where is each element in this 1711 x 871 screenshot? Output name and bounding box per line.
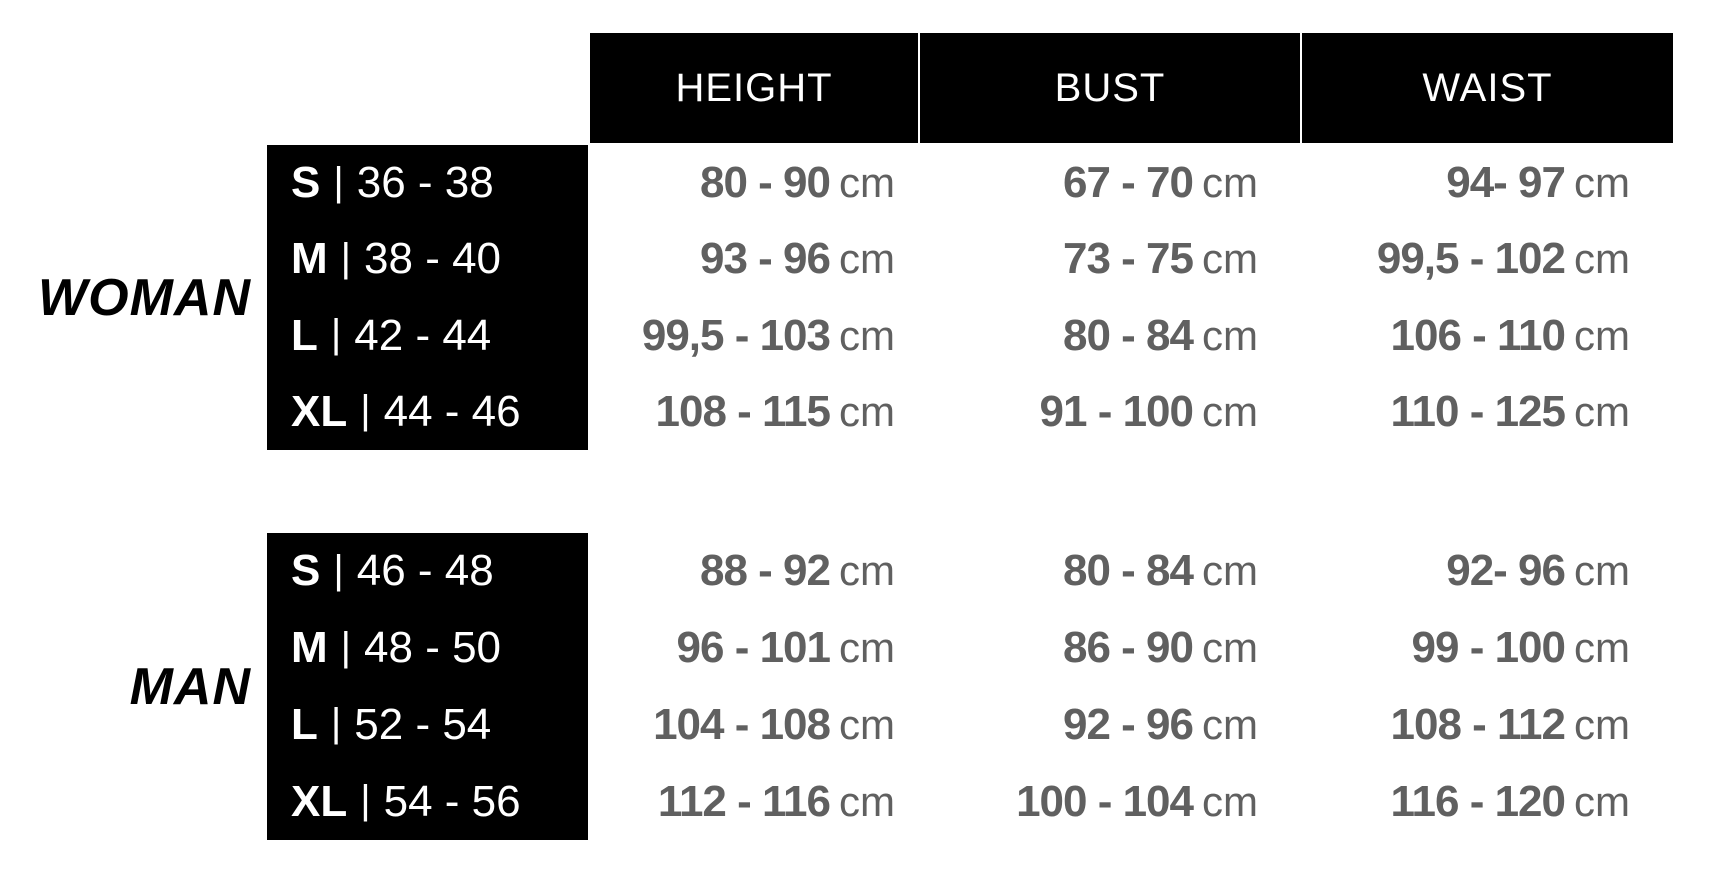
column-header-label: WAIST — [1422, 65, 1553, 110]
table-header — [590, 33, 1673, 143]
section-label-woman: WOMAN — [38, 268, 251, 327]
value-number: 96 - 101 — [676, 623, 830, 673]
value-number: 108 - 112 — [1390, 699, 1565, 749]
value-unit: cm — [839, 700, 895, 748]
size-letter: M — [291, 234, 328, 284]
value-number: 99 - 100 — [1411, 623, 1565, 673]
bust-value — [920, 387, 1300, 437]
value-number: 93 - 96 — [700, 234, 830, 284]
waist-value — [1302, 234, 1673, 284]
size-row — [267, 298, 588, 374]
value-number: 80 - 84 — [1063, 546, 1193, 596]
size-range: 48 - 50 — [364, 623, 502, 673]
bust-value — [920, 700, 1300, 750]
value-number: 112 - 116 — [657, 776, 830, 826]
value-number: 104 - 108 — [653, 699, 830, 749]
height-value — [590, 546, 918, 596]
value-number: 80 - 90 — [700, 158, 830, 208]
size-row — [267, 374, 588, 450]
value-number: 73 - 75 — [1063, 234, 1193, 284]
size-letter: L — [291, 310, 318, 360]
size-row — [267, 687, 588, 764]
value-unit: cm — [1574, 624, 1630, 672]
bust-value — [920, 158, 1300, 208]
value-number: 99,5 - 103 — [641, 310, 830, 360]
bust-value — [920, 234, 1300, 284]
size-separator: | — [360, 388, 371, 433]
waist-value — [1302, 158, 1673, 208]
column-header-label: BUST — [1054, 65, 1166, 110]
size-letter: S — [291, 158, 321, 208]
value-unit: cm — [1574, 159, 1630, 207]
size-range: 52 - 54 — [354, 699, 492, 749]
values-grid-woman — [590, 145, 1673, 450]
value-unit: cm — [1574, 311, 1630, 359]
waist-value — [1302, 777, 1673, 827]
column-header-waist — [1302, 33, 1673, 143]
value-unit: cm — [1574, 387, 1630, 435]
size-separator: | — [360, 778, 371, 823]
size-letter: XL — [291, 386, 348, 436]
value-unit: cm — [839, 311, 895, 359]
size-range: 42 - 44 — [354, 310, 492, 360]
height-value — [590, 623, 918, 673]
size-separator: | — [330, 701, 342, 746]
size-row — [267, 221, 588, 297]
size-range: 54 - 56 — [383, 776, 521, 826]
value-number: 91 - 100 — [1039, 386, 1193, 436]
waist-value — [1302, 546, 1673, 596]
size-row — [267, 610, 588, 687]
value-number: 94- 97 — [1446, 158, 1565, 208]
bust-value — [920, 777, 1300, 827]
section-woman — [0, 145, 1673, 450]
value-unit: cm — [1202, 387, 1258, 435]
value-unit: cm — [1202, 235, 1258, 283]
value-number: 100 - 104 — [1016, 776, 1193, 826]
waist-value — [1302, 311, 1673, 361]
size-range: 44 - 46 — [383, 386, 521, 436]
size-letter: L — [291, 699, 318, 749]
size-letter: XL — [291, 776, 348, 826]
value-unit: cm — [839, 387, 895, 435]
size-letter: S — [291, 546, 321, 596]
height-value — [590, 158, 918, 208]
size-separator: | — [333, 547, 344, 592]
value-unit: cm — [839, 235, 895, 283]
value-number: 86 - 90 — [1063, 623, 1193, 673]
value-number: 80 - 84 — [1063, 310, 1193, 360]
column-header-height — [590, 33, 918, 143]
size-box-man — [267, 533, 588, 840]
height-value — [590, 234, 918, 284]
height-value — [590, 387, 918, 437]
section-man — [0, 533, 1673, 840]
waist-value — [1302, 623, 1673, 673]
bust-value — [920, 623, 1300, 673]
value-number: 116 - 120 — [1390, 776, 1565, 826]
size-range: 36 - 38 — [356, 158, 494, 208]
value-unit: cm — [839, 547, 895, 595]
value-unit: cm — [1202, 624, 1258, 672]
value-unit: cm — [1574, 547, 1630, 595]
size-range: 46 - 48 — [356, 546, 494, 596]
bust-value — [920, 311, 1300, 361]
height-value — [590, 311, 918, 361]
value-number: 99,5 - 102 — [1376, 234, 1565, 284]
value-unit: cm — [1574, 235, 1630, 283]
value-number: 110 - 125 — [1390, 386, 1565, 436]
value-unit: cm — [839, 777, 895, 825]
waist-value — [1302, 387, 1673, 437]
value-number: 67 - 70 — [1063, 158, 1193, 208]
value-unit: cm — [1202, 547, 1258, 595]
value-number: 106 - 110 — [1390, 310, 1565, 360]
column-header-bust — [920, 33, 1300, 143]
values-grid-man — [590, 533, 1673, 840]
value-unit: cm — [1574, 700, 1630, 748]
value-unit: cm — [1202, 159, 1258, 207]
height-value — [590, 777, 918, 827]
value-unit: cm — [839, 159, 895, 207]
value-number: 88 - 92 — [700, 546, 830, 596]
value-number: 92- 96 — [1446, 546, 1565, 596]
size-range: 38 - 40 — [364, 234, 502, 284]
size-row — [267, 763, 588, 840]
size-row — [267, 533, 588, 610]
section-label-man: MAN — [129, 657, 251, 716]
size-separator: | — [333, 159, 344, 204]
size-separator: | — [340, 235, 352, 280]
height-value — [590, 700, 918, 750]
bust-value — [920, 546, 1300, 596]
value-unit: cm — [839, 624, 895, 672]
size-separator: | — [340, 624, 352, 669]
column-header-label: HEIGHT — [675, 65, 833, 110]
size-separator: | — [330, 312, 342, 357]
size-box-woman — [267, 145, 588, 450]
waist-value — [1302, 700, 1673, 750]
value-number: 92 - 96 — [1063, 699, 1193, 749]
value-unit: cm — [1574, 777, 1630, 825]
value-unit: cm — [1202, 777, 1258, 825]
value-number: 108 - 115 — [655, 386, 830, 436]
size-row — [267, 145, 588, 221]
value-unit: cm — [1202, 700, 1258, 748]
size-letter: M — [291, 623, 328, 673]
value-unit: cm — [1202, 311, 1258, 359]
